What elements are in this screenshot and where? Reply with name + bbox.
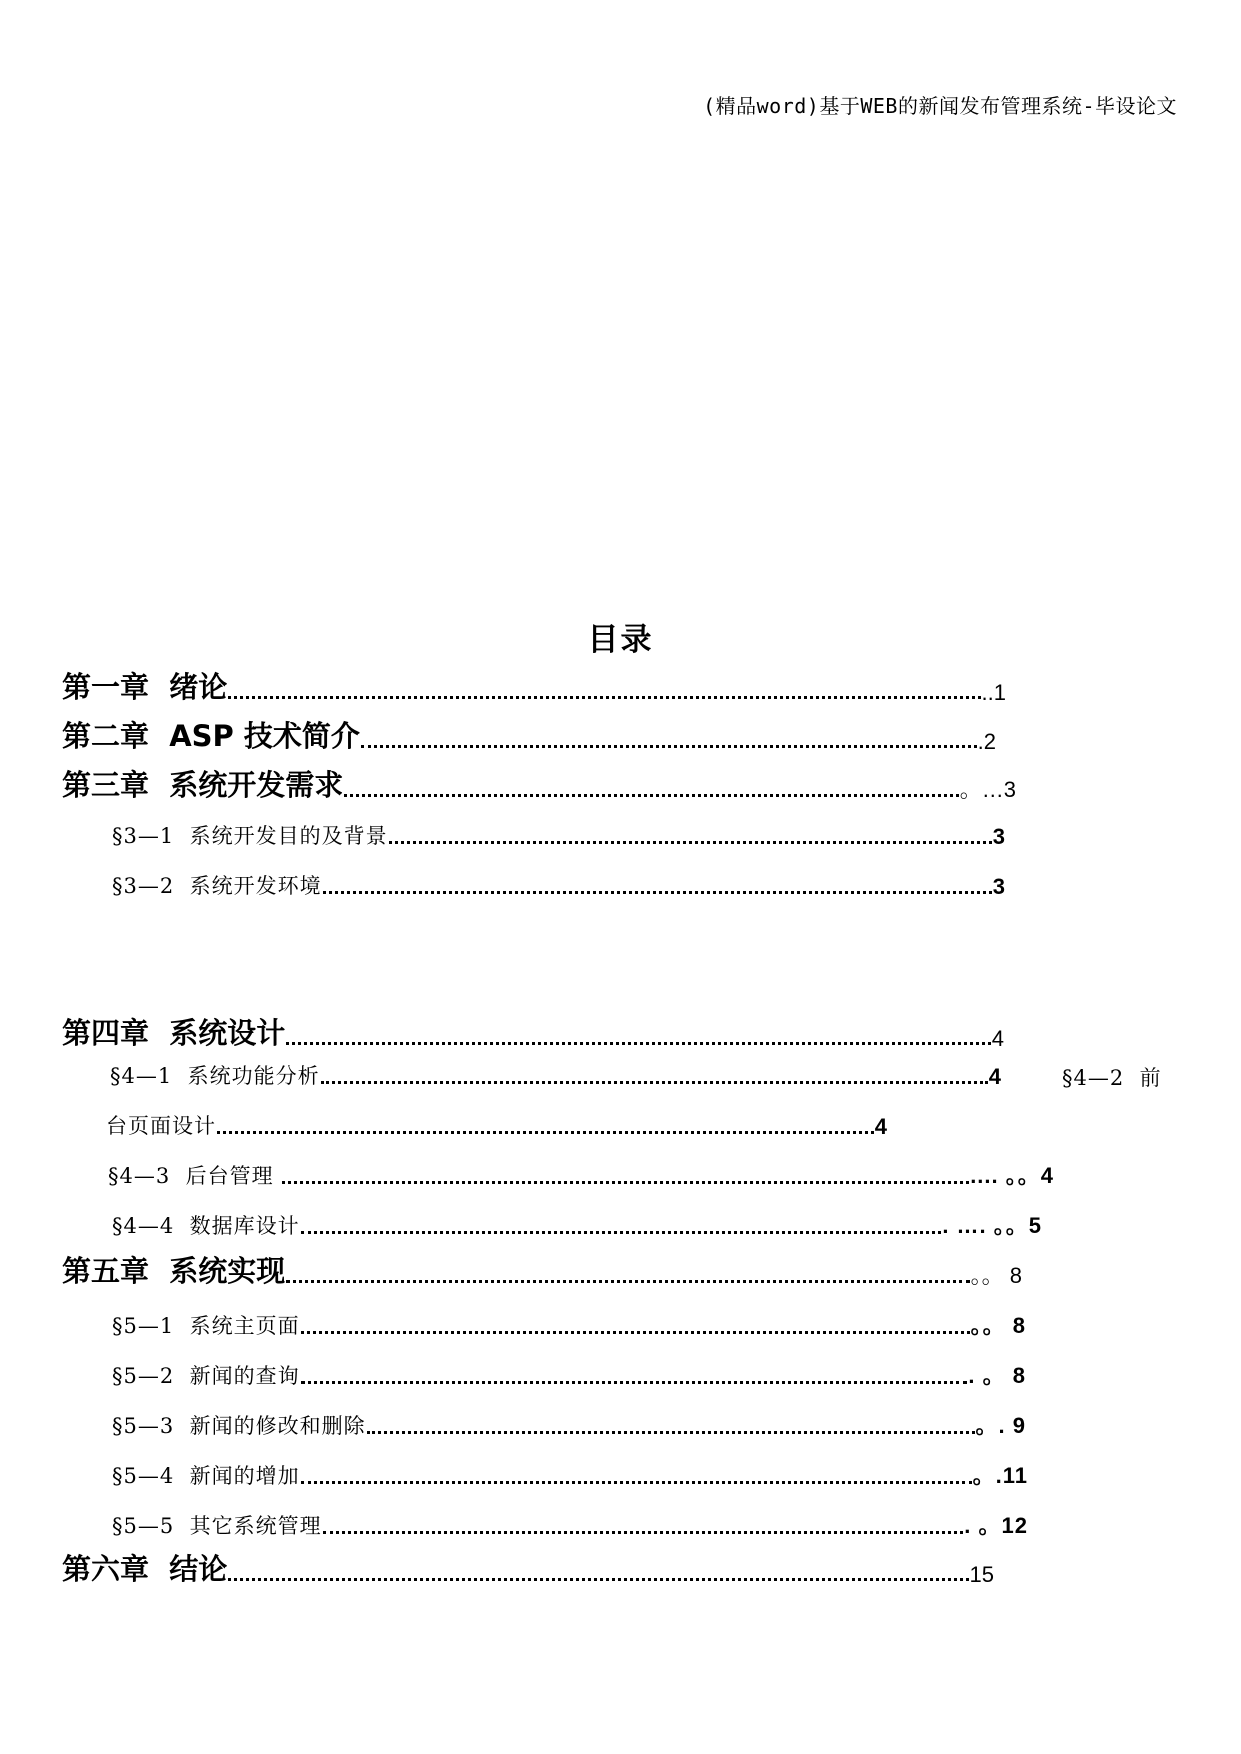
toc-entry-section-5-4[interactable] bbox=[112, 1456, 1028, 1490]
toc-entry-section-4-1[interactable] bbox=[110, 1056, 1002, 1090]
toc-entry-section-3-2[interactable] bbox=[112, 866, 1006, 900]
dot-leader bbox=[389, 841, 992, 844]
toc-entry-section-4-2[interactable] bbox=[106, 1106, 888, 1140]
dot-leader bbox=[301, 1331, 970, 1334]
toc-entry-page: . 。12 bbox=[964, 1513, 1028, 1538]
toc-entry-label: §5—1 系统主页面 bbox=[112, 1314, 300, 1338]
toc-entry-chapter-5[interactable] bbox=[62, 1246, 1022, 1290]
toc-entry-section-4-3[interactable] bbox=[108, 1156, 1054, 1190]
toc-entry-page: ..1 bbox=[981, 680, 1006, 705]
toc-entry-label: §5—4 新闻的增加 bbox=[112, 1464, 300, 1488]
toc-entry-page: 3 bbox=[992, 824, 1006, 849]
toc-entry-page: 。.11 bbox=[972, 1463, 1028, 1488]
toc-entry-label: 第六章 结论 bbox=[62, 1552, 228, 1586]
document-header: (精品word)基于WEB的新闻发布管理系统-毕设论文 bbox=[703, 94, 1177, 118]
dot-leader bbox=[301, 1231, 942, 1234]
dot-leader bbox=[301, 1381, 968, 1384]
toc-entry-label: §4—1 系统功能分析 bbox=[110, 1064, 320, 1088]
toc-entry-chapter-4[interactable] bbox=[62, 1008, 1004, 1052]
toc-entry-chapter-2[interactable] bbox=[62, 711, 996, 755]
dot-leader bbox=[323, 891, 992, 894]
toc-entry-label: 第三章 系统开发需求 bbox=[62, 768, 344, 802]
dot-leader bbox=[286, 1280, 969, 1283]
dot-leader bbox=[321, 1081, 988, 1084]
toc-entry-page: . 。 8 bbox=[968, 1363, 1026, 1388]
toc-entry-section-3-1[interactable] bbox=[112, 816, 1006, 850]
dot-leader bbox=[228, 1578, 968, 1581]
dot-leader bbox=[286, 1042, 991, 1045]
dot-leader bbox=[228, 696, 980, 699]
toc-entry-page: .... 。。4 bbox=[970, 1163, 1054, 1188]
dot-leader bbox=[323, 1531, 964, 1534]
toc-entry-page: 4 bbox=[988, 1064, 1002, 1089]
dot-leader bbox=[282, 1181, 969, 1184]
toc-entry-chapter-3[interactable] bbox=[62, 760, 1016, 804]
toc-entry-page: . …. 。。5 bbox=[942, 1213, 1042, 1238]
toc-entry-page: 4 bbox=[991, 1026, 1004, 1051]
toc-entry-page: .2 bbox=[977, 729, 996, 754]
toc-entry-label: §4—4 数据库设计 bbox=[112, 1214, 300, 1238]
dot-leader bbox=[301, 1481, 972, 1484]
toc-entry-page: 4 bbox=[874, 1114, 888, 1139]
dot-leader bbox=[367, 1431, 975, 1434]
toc-entry-label: 第四章 系统设计 bbox=[62, 1016, 286, 1050]
dot-leader bbox=[217, 1131, 874, 1134]
toc-entry-label: §4—3 后台管理 bbox=[108, 1164, 282, 1188]
toc-entry-section-5-1[interactable] bbox=[112, 1306, 1026, 1340]
toc-entry-page: 。…3 bbox=[959, 777, 1016, 802]
toc-entry-section-4-4[interactable] bbox=[112, 1206, 1042, 1240]
toc-entry-label: §5—3 新闻的修改和删除 bbox=[112, 1414, 366, 1438]
dot-leader bbox=[361, 745, 977, 748]
toc-entry-section-5-2[interactable] bbox=[112, 1356, 1026, 1390]
toc-entry-page: 。。 8 bbox=[970, 1313, 1026, 1338]
toc-entry-section-4-2-start[interactable]: §4—2 前 bbox=[1062, 1066, 1162, 1090]
toc-entry-section-5-3[interactable] bbox=[112, 1406, 1026, 1440]
toc-entry-label: §5—5 其它系统管理 bbox=[112, 1514, 322, 1538]
toc-entry-section-5-5[interactable] bbox=[112, 1506, 1028, 1540]
dot-leader bbox=[344, 794, 959, 797]
toc-entry-chapter-1[interactable] bbox=[62, 662, 1006, 706]
toc-entry-label: 第二章 ASP 技术简介 bbox=[62, 719, 360, 753]
toc-entry-label: 第五章 系统实现 bbox=[62, 1254, 286, 1288]
toc-entry-label: 第一章 绪论 bbox=[62, 670, 228, 704]
toc-entry-label: §3—1 系统开发目的及背景 bbox=[112, 824, 388, 848]
toc-entry-page: 。。 8 bbox=[970, 1263, 1022, 1288]
toc-entry-page: 15 bbox=[969, 1562, 994, 1587]
toc-title: 目录 bbox=[587, 622, 654, 658]
toc-entry-label: §5—2 新闻的查询 bbox=[112, 1364, 300, 1388]
toc-entry-label: 台页面设计 bbox=[106, 1114, 216, 1138]
toc-entry-page: 3 bbox=[992, 874, 1006, 899]
toc-entry-page: 。. 9 bbox=[975, 1413, 1026, 1438]
toc-entry-chapter-6[interactable] bbox=[62, 1544, 994, 1588]
toc-entry-label: §3—2 系统开发环境 bbox=[112, 874, 322, 898]
